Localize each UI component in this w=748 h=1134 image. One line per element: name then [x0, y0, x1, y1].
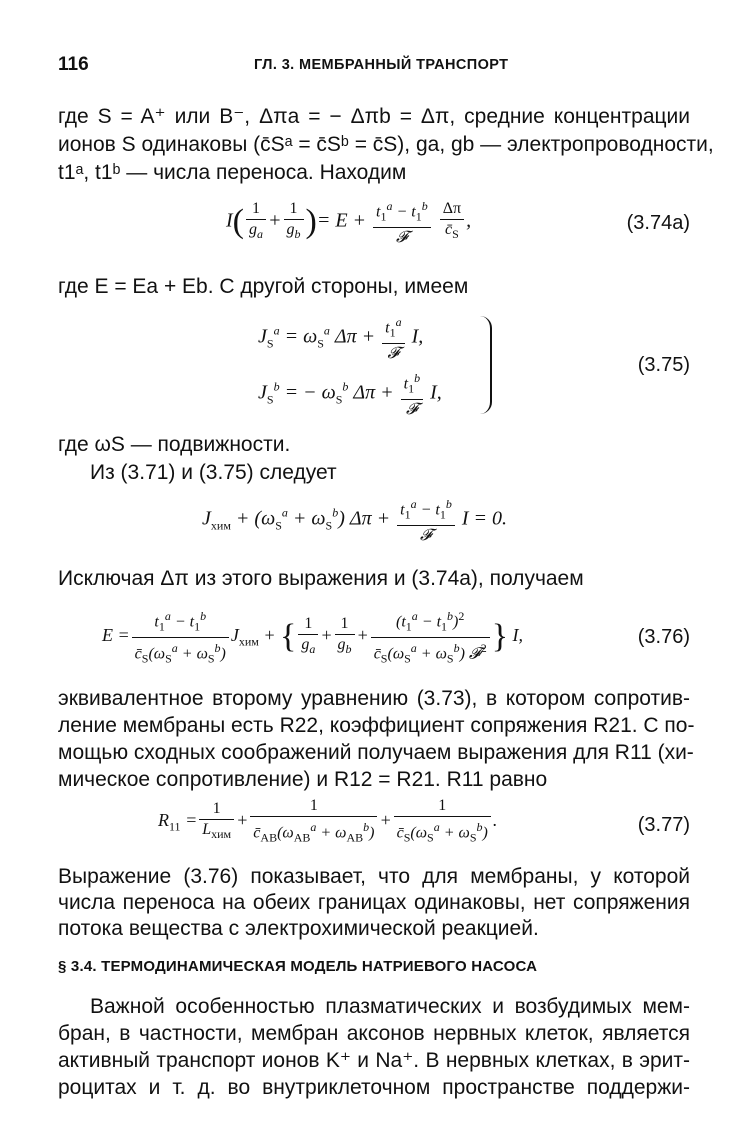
paragraph-line: где S = A⁺ или B⁻, Δπa = − Δπb = Δπ, средние концентрации: [58, 105, 690, 128]
running-title: ГЛ. 3. МЕМБРАННЫЙ ТРАНСПОРТ: [254, 57, 509, 73]
paragraph-line: эквивалентное второму уравнению (3.73), в котором сопротив-: [58, 687, 690, 710]
paragraph-line: Важной особенностью плазматических и возбудимых мем-: [90, 995, 690, 1018]
paragraph-line: где ωS — подвижности.: [58, 433, 291, 456]
paragraph-line: t1ᵃ, t1ᵇ — числа переноса. Находим: [58, 161, 407, 184]
equation-3-74a: I( $\frac{1}{g_a}$ + $\frac{1}{g_b}$ )= E + $\frac{t_1^a - t_1^b}{\text{𝓕}}$ $\frac{\Delta\pi}{c̄_S}$ , (3.74a): [226, 199, 690, 246]
equation-unnumbered: $J_{хим} + (\omega_S^a + \omega_S^b) \Delta\pi$ + $\frac{t_1^a - t_1^b}{\text{𝓕}}$ I = 0.: [202, 497, 507, 544]
equation-number: (3.77): [637, 814, 690, 836]
paragraph-line: ление мембраны есть R22, коэффициент сопряжения R21. С по-: [58, 714, 695, 737]
equation-brace: [476, 316, 492, 414]
paragraph-line: где E = Ea + Eb. С другой стороны, имеем: [58, 275, 469, 298]
paragraph-line: ионов S одинаковы (c̄Sᵃ = c̄Sᵇ = c̄S), ga, gb — электропроводности,: [58, 133, 714, 156]
paragraph-line: мическое сопротивление) и R12 = R21. R11 равно: [58, 768, 548, 791]
paragraph-line: Исключая Δπ из этого выражения и (3.74a), получаем: [58, 567, 584, 590]
page-header: [58, 54, 690, 80]
equation-3-76: E = $\frac{t_1^a - t_1^b}{c̄_S(\omega_S^a + \omega_S^b)}$ $J_{хим}$ + { $\frac{1}{g_a}$ + $\frac{1}{g_b}$ + $\frac{(t_1^a - t_1^b)^2}{c̄_S(\omega_S^a + \omega_S^b) 𝓕^2}$ } I, (3.76): [58, 606, 690, 670]
equation-3-75: $J_S^a = \omega_S^a$ Δπ + $\frac{t_1^a}{\text{𝓕}}$ I, $J_S^b$ = − $\omega_S^b$ Δπ + $\frac{t_1^b}{\text{𝓕}}$ I, (3.75): [258, 315, 690, 418]
paragraph-line: бран, в частности, мембран аксонов нервных клеток, является: [58, 1022, 690, 1045]
paragraph-line: мощью сходных соображений получаем выражения для R11 (хи-: [58, 741, 694, 764]
equation-number: (3.76): [637, 626, 690, 648]
section-heading: § 3.4. ТЕРМОДИНАМИЧЕСКАЯ МОДЕЛЬ НАТРИЕВОГО НАСОСА: [58, 958, 538, 975]
paragraph-line: числа переноса на обеих границах одинаковы, нет сопряжения: [58, 891, 690, 914]
paragraph-line: активный транспорт ионов K⁺ и Na⁺. В нервных клетках, в эрит-: [58, 1049, 690, 1072]
paragraph-line: потока вещества с электрохимической реакцией.: [58, 917, 539, 940]
paragraph-line: роцитах и т. д. во внутриклеточном пространстве поддержи-: [58, 1076, 690, 1099]
paragraph-line: Выражение (3.76) показывает, что для мембраны, у которой: [58, 865, 690, 888]
paragraph-line: Из (3.71) и (3.75) следует: [90, 461, 337, 484]
equation-number: (3.75): [637, 354, 690, 376]
equation-3-77: $R_{11}$ = $\frac{1}{L_{хим}}$ + $\frac{1}{c̄_{AB}(\omega_{AB}^a + \omega_{AB}^b)}$ + $\frac{1}{c̄_S(\omega_S^a + \omega_S^b)}$ . (3.77): [58, 796, 690, 856]
equation-number: (3.74a): [626, 212, 690, 234]
page-number: 116: [58, 54, 89, 75]
